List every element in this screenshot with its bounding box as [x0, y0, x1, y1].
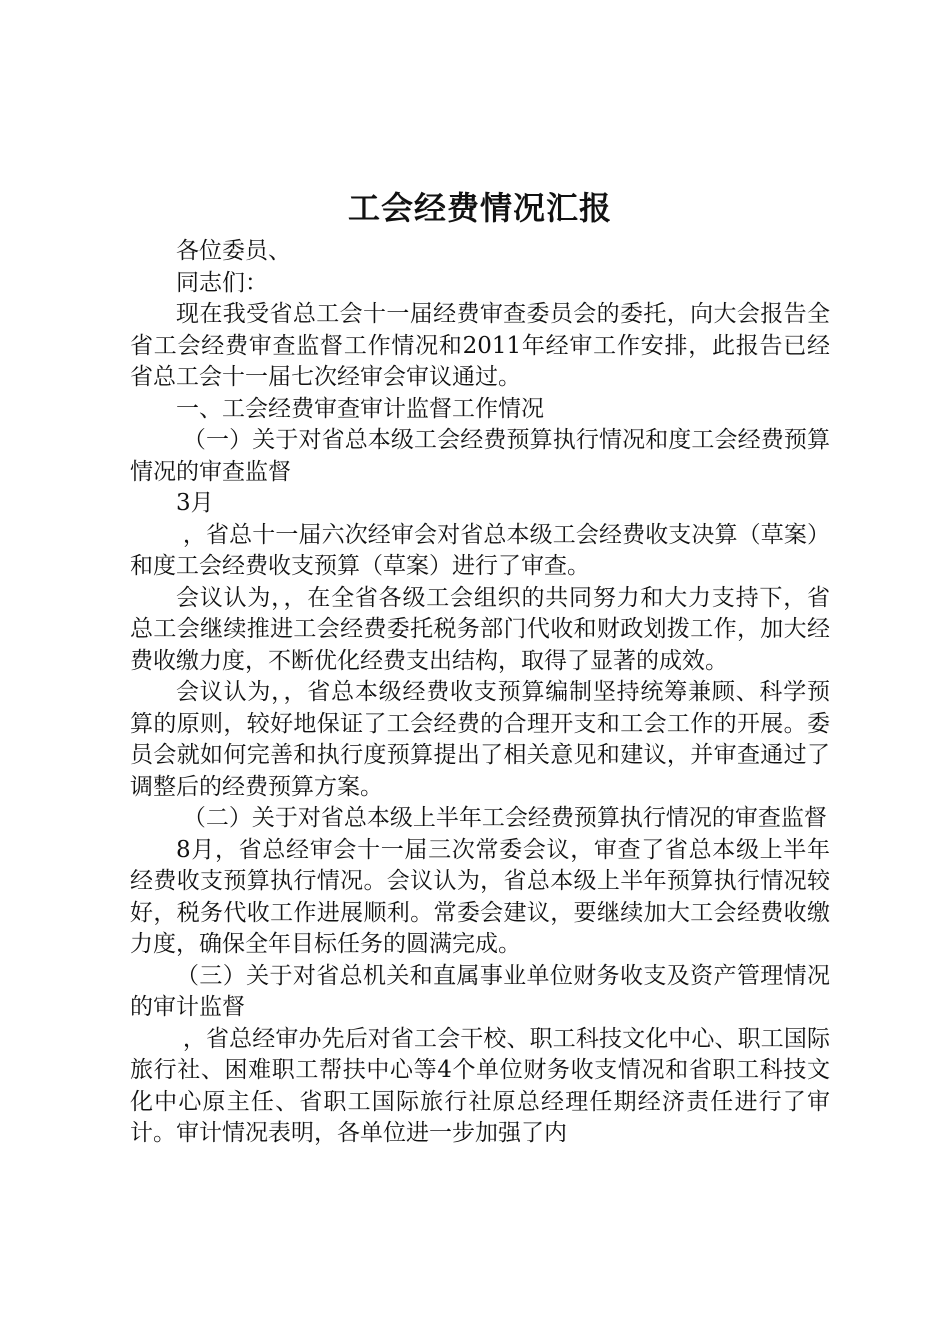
- body-paragraph: 3月: [176, 490, 214, 516]
- document-title: 工会经费情况汇报: [347, 189, 612, 227]
- body-paragraph: ，省总十一届六次经审会对省总本级工会经费收支决算（草案）和度工会经费收支预算（草案）进行了审查。: [130, 521, 830, 579]
- salutation-line-1: 各位委员、: [176, 238, 291, 264]
- subsection-heading-1: （一）关于对省总本级工会经费预算执行情况和度工会经费预算情况的审查监督: [130, 427, 830, 485]
- body-paragraph: 会议认为，，在全省各级工会组织的共同努力和大力支持下，省总工会继续推进工会经费委托税务部门代收和财政划拨工作，加大经费收缴力度，不断优化经费支出结构，取得了显著的成效。: [130, 584, 830, 674]
- body-paragraph: 8月，省总经审会十一届三次常委会议，审查了省总本级上半年经费收支预算执行情况。会议认为，省总本级上半年预算执行情况较好，税务代收工作进展顺利。常委会建议，要继续加大工会经费收缴力度，确保全年目标任务的圆满完成。: [130, 836, 830, 957]
- body-paragraph: ，省总经审办先后对省工会干校、职工科技文化中心、职工国际旅行社、困难职工帮扶中心等4个单位财务收支情况和省职工科技文化中心原主任、省职工国际旅行社原总经理任期经济责任进行了审计。审计情况表明，各单位进一步加强了内: [130, 1025, 830, 1146]
- salutation-line-2: 同志们：: [176, 269, 268, 296]
- intro-paragraph: 现在我受省总工会十一届经费审查委员会的委托，向大会报告全省工会经费审查监督工作情况和2011年经审工作安排，此报告已经省总工会十一届七次经审会审议通过。: [130, 301, 830, 390]
- subsection-heading-3: （三）关于对省总机关和直属事业单位财务收支及资产管理情况的审计监督: [130, 962, 830, 1020]
- section-heading-1: 一、工会经费审查审计监督工作情况: [176, 395, 544, 422]
- body-paragraph: 会议认为，，省总本级经费收支预算编制坚持统筹兼顾、科学预算的原则，较好地保证了工会经费的合理开支和工会工作的开展。委员会就如何完善和执行度预算提出了相关意见和建议，并审查通过了调整后的经费预算方案。: [130, 679, 830, 800]
- document-page: [130, 188, 830, 1150]
- subsection-heading-2: （二）关于对省总本级上半年工会经费预算执行情况的审查监督: [182, 805, 827, 831]
